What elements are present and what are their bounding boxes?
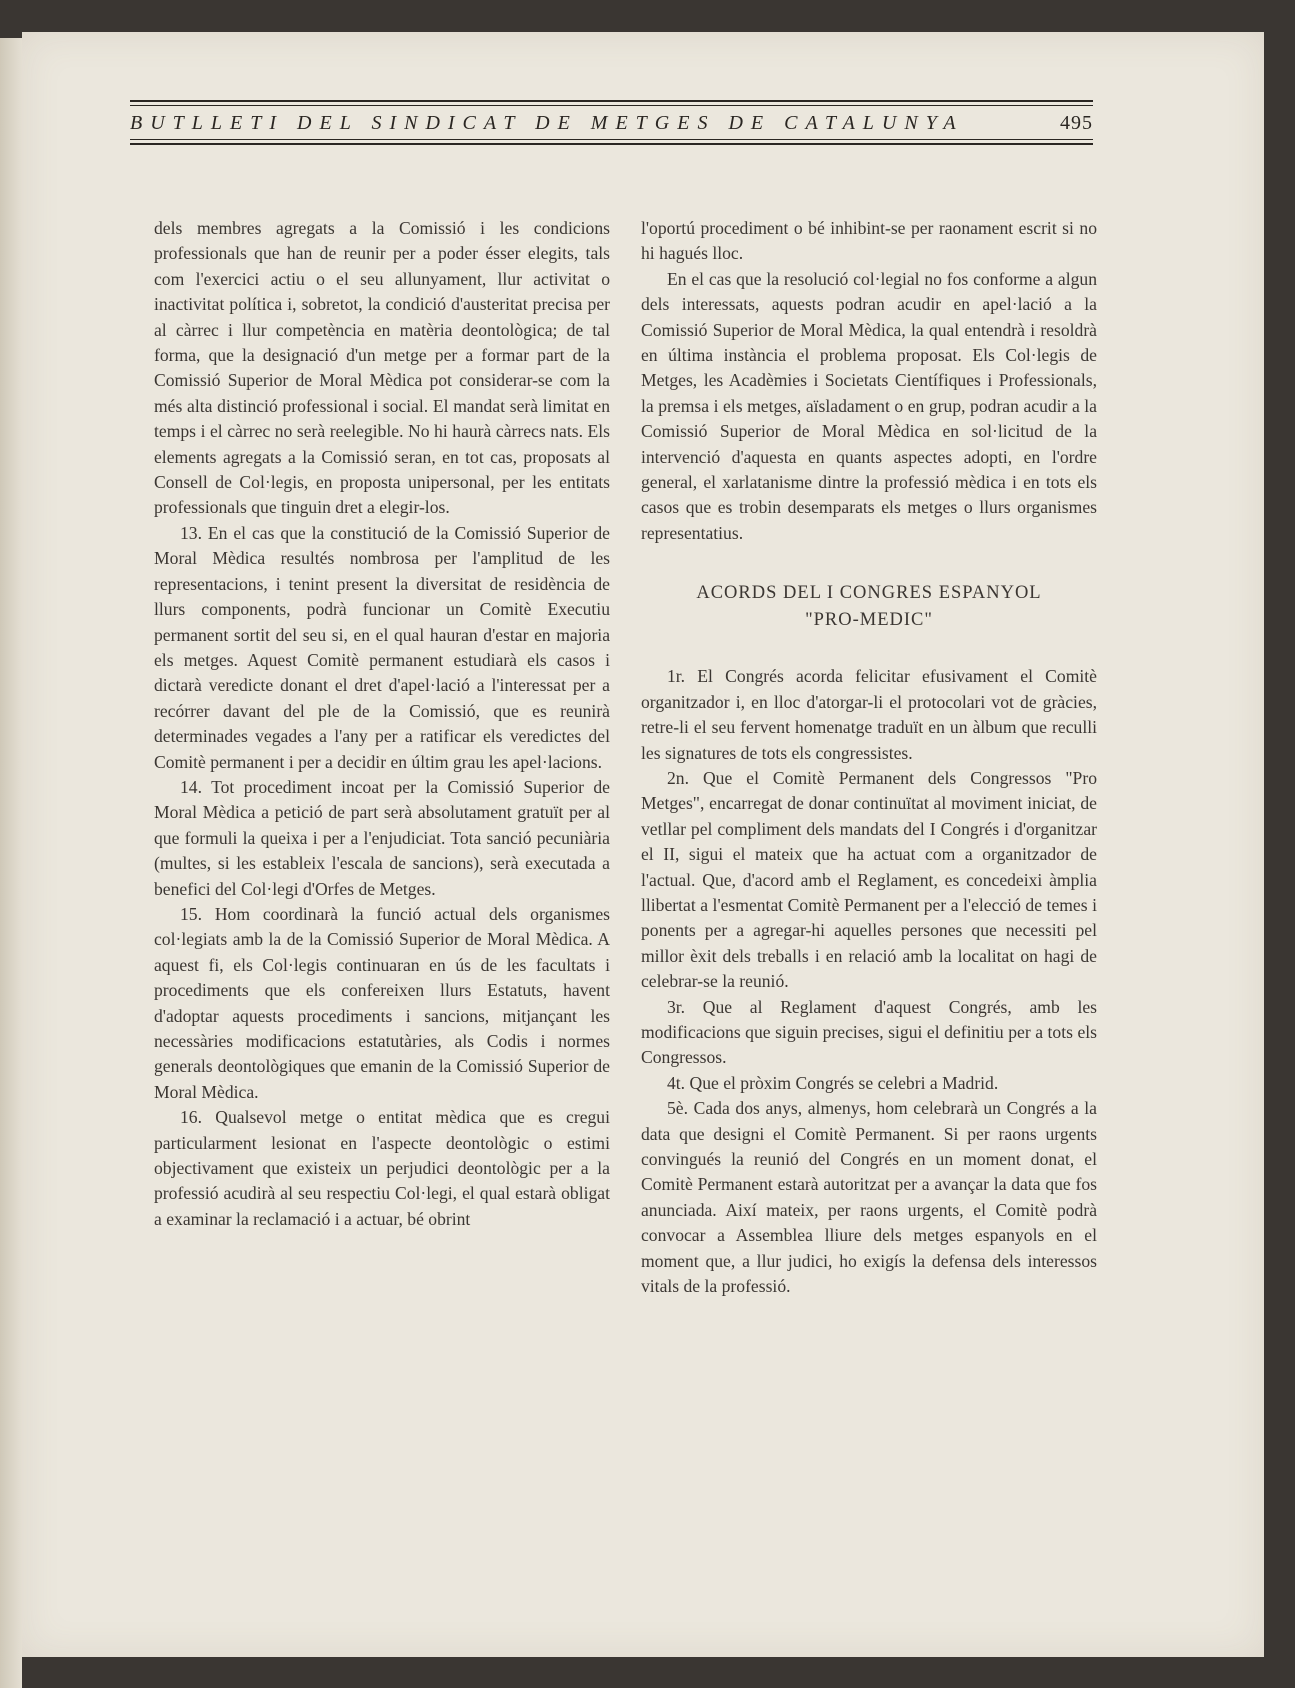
header-rule-bottom [130, 143, 1093, 145]
section-heading [641, 580, 1097, 634]
agreement-2: 2n. Que el Comitè Permanent dels Congressos "Pro Metges", encarregat de donar continuïtat al moviment iniciat, de vetllar pel compliment dels mandats del I Congrés i d'organitzar el II, sigui el mateix que ha actuat com a organitzador de l'actual. Que, d'acord amb el Reglament, es concedeixi àmplia llibertat a l'esmentat Comitè Permanent per a l'elecció de temes i ponents per a agregar-hi aquelles persones que necessiti pel millor èxit dels treballs i en relació amb la localitat on hagi de celebrar-se la reunió. [641, 767, 1097, 992]
header-rule-bottom-thin [130, 139, 1093, 140]
agreement-4: 4t. Que el pròxim Congrés se celebri a Madrid. [667, 1072, 999, 1093]
header-rule-top [130, 100, 1093, 102]
page-number: 495 [1060, 112, 1093, 134]
paragraph: dels membres agregats a la Comissió i les condicions professionals que han de reunir per a poder ésser elegits, tals com l'exercici actiu o el seu allunyament, llur activitat o inactivitat política i, sobretot, la condició d'austeritat precisa per al càrrec i llur competència en matèria deontològica; de tal forma, que la designació d'un metge per a formar part de la Comissió Superior de Moral Mèdica pot considerar-se com la més alta distinció professional i social. El mandat serà limitat en temps i el càrrec no serà reelegible. No hi haurà càrrecs nats. Els elements agregats a la Comissió seran, en tot cas, proposats al Consell de Col·legis, en proposta unipersonal, per les entitats professionals que tinguin dret a elegir-los. [154, 218, 610, 518]
section-heading-line-2: "PRO-MEDIC" [805, 610, 933, 631]
journal-title: BUTLLETI DEL SINDICAT DE METGES DE CATALUNYA [130, 112, 964, 134]
article-15: 15. Hom coordinarà la funció actual dels organismes col·legiats amb la de la Comissió Superior de Moral Mèdica. A aquest fi, els Col·legis continuaran en ús de les facultats i procediments que els confereixen llurs Estatuts, havent d'adoptar aquests procediments i sancions, mitjançant les necessàries modificacions estatutàries, als Codis i normes generals deontològiques que emanin de la Comissió Superior de Moral Mèdica. [154, 903, 610, 1102]
paragraph: l'oportú procediment o bé inhibint-se per raonament escrit si no hi hagués lloc. [641, 218, 1097, 264]
left-column [154, 216, 610, 1232]
right-column [641, 216, 1097, 1299]
article-13: 13. En el cas que la constitució de la Comissió Superior de Moral Mèdica resultés nombrosa per l'amplitud de les representacions, i tenint present la diversitat de residència de llurs components, podrà funcionar un Comitè Executiu permanent sortit del seu si, en el qual hauran d'estar en majoria els metges. Aquest Comitè permanent estudiarà els casos i dictarà veredicte donant el dret d'apel·lació a l'interessat per a recórrer davant del ple de la Comissió, que es reunirà determinades vegades a l'any per a ratificar els veredictes del Comitè permanent i per a decidir en últim grau les apel·lacions. [154, 522, 610, 772]
article-16: 16. Qualsevol metge o entitat mèdica que es cregui particularment lesionat en l'aspecte deontològic o estimi objectivament que existeix un perjudici deontològic per a la professió acudirà al seu respectiu Col·legi, el qual estarà obligat a examinar la reclamació i a actuar, bé obrint [154, 1107, 610, 1229]
paragraph: En el cas que la resolució col·legial no fos conforme a algun dels interessats, aquests podran acudir en apel·lació a la Comissió Superior de Moral Mèdica, la qual entendrà i resoldrà en última instància el problema proposat. Els Col·legis de Metges, les Acadèmies i Societats Científiques i Professionals, la premsa i els metges, aïsladament o en grup, podran acudir a la Comissió Superior de Moral Mèdica en sol·licitud de la intervenció d'aquesta en quants aspectes adopti, en l'ordre general, el xarlatanisme dintre la professió mèdica i en tots els casos que es trobin desemparats els metges o llurs organismes representatius. [641, 268, 1097, 543]
running-header [130, 100, 1093, 145]
section-heading-line-1: ACORDS DEL I CONGRES ESPANYOL [696, 583, 1042, 604]
article-14: 14. Tot procediment incoat per la Comissió Superior de Moral Mèdica a petició de part serà absolutament gratuït per al que formuli la queixa i per a l'enjudiciat. Tota sanció pecuniària (multes, si les estableix l'escala de sancions), serà executada a benefici del Col·legi d'Orfes de Metges. [154, 776, 610, 899]
agreement-1: 1r. El Congrés acorda felicitar efusivament el Comitè organitzador i, en lloc d'atorgar-li el protocolari vot de gràcies, retre-li el seu fervent homenatge traduït en un àlbum que reculli les signatures de tots els congressistes. [641, 666, 1097, 763]
agreement-5: 5è. Cada dos anys, almenys, hom celebrarà un Congrés a la data que designi el Comitè Permanent. Si per raons urgents convingués la reunió del Congrés en un moment donat, el Comitè Permanent estarà autoritzat per a avançar la data que fos anunciada. Així mateix, per raons urgents, el Comitè podrà convocar a Assemblea lliure dels metges espanyols en el moment que, a llur judici, ho exigís la defensa dels interessos vitals de la professió. [641, 1098, 1097, 1297]
page-left-edge [0, 38, 22, 1688]
header-row [130, 106, 1093, 139]
agreement-3: 3r. Que al Reglament d'aquest Congrés, amb les modificacions que siguin precises, sigui el definitiu per a tots els Congressos. [641, 996, 1097, 1068]
scan-bottom-edge [22, 1657, 1264, 1688]
